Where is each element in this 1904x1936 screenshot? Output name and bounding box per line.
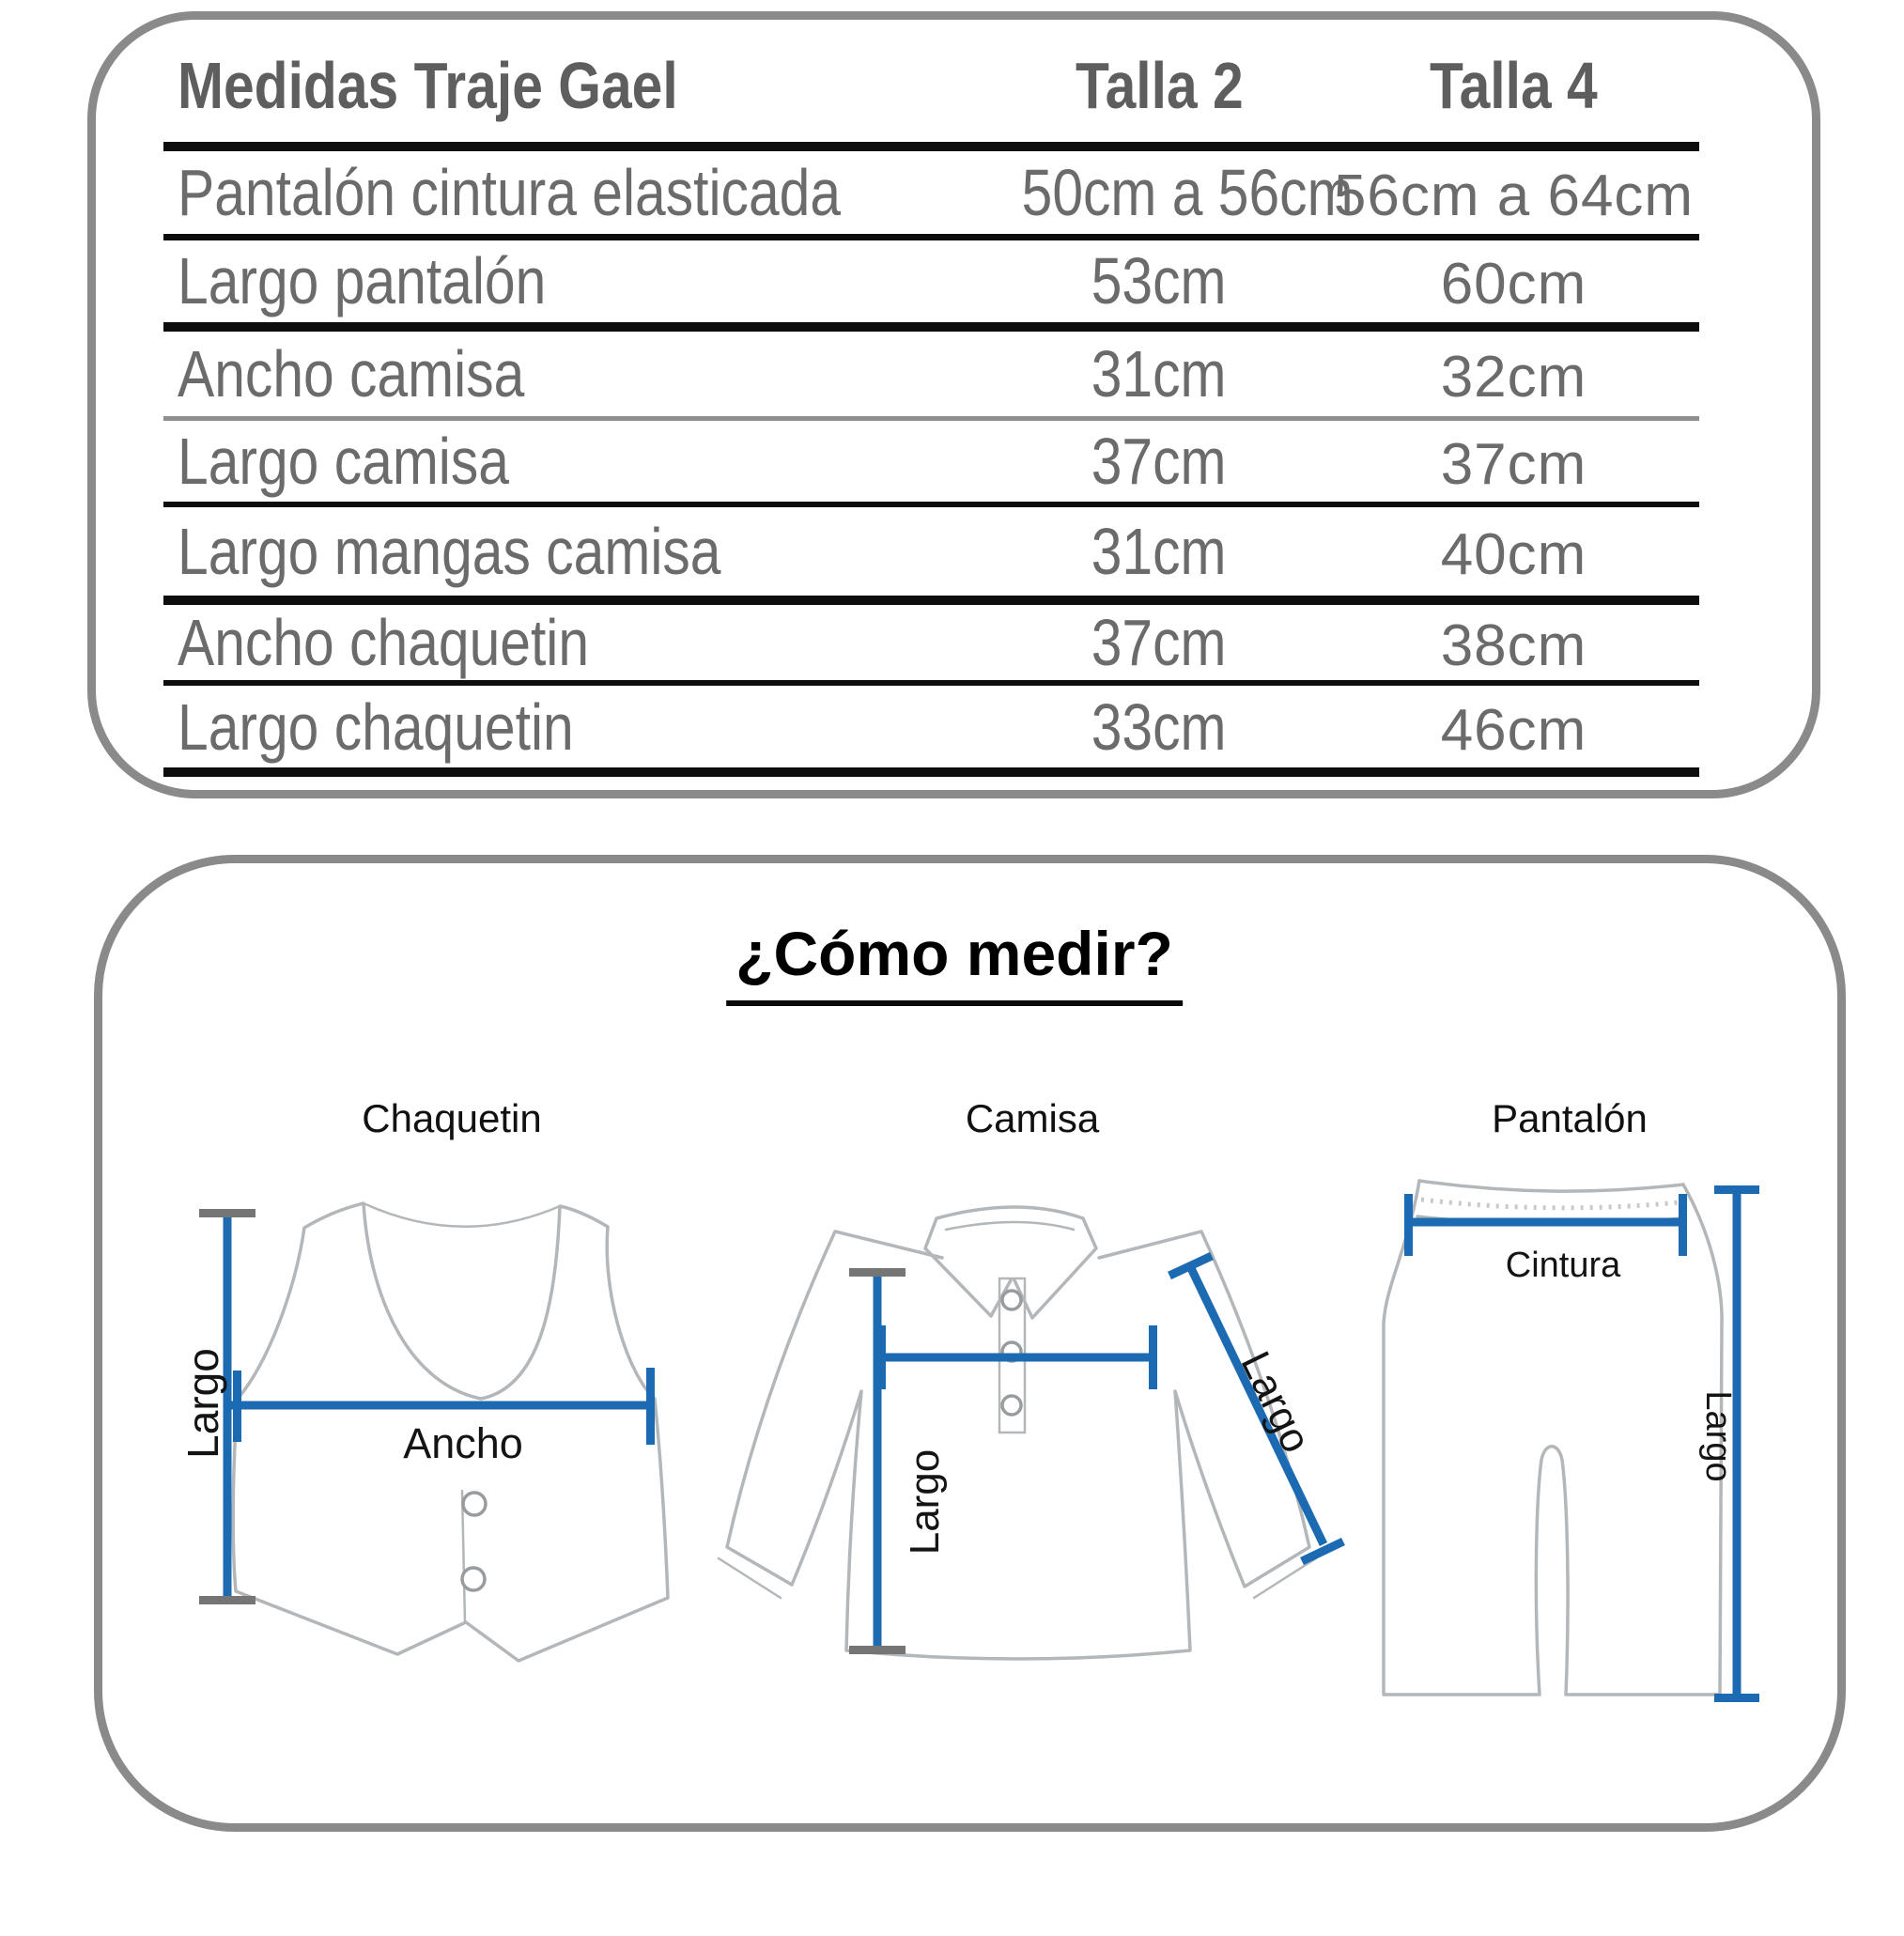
shirt-figure-label: Camisa <box>965 1096 1100 1140</box>
pants-diagram <box>1342 1173 1812 1709</box>
largo-top-cap <box>199 1209 255 1217</box>
measurement-label: Pantalón cintura elasticada <box>178 155 842 229</box>
chest-right-cap <box>1149 1325 1157 1389</box>
vest-button <box>462 1568 485 1590</box>
talla4-value: 40cm <box>1440 522 1587 587</box>
measurement-label: Ancho chaquetin <box>178 606 590 679</box>
size-table-header-row <box>163 29 1699 147</box>
table-row <box>163 237 1699 327</box>
pants-waistband-elastic-texture <box>1421 1200 1680 1208</box>
table-row <box>163 147 1699 237</box>
pants-cintura-label: Cintura <box>1505 1246 1621 1285</box>
cintura-left-cap <box>1404 1194 1413 1256</box>
pants-figure-label: Pantalón <box>1492 1096 1648 1140</box>
measurement-label: Largo chaquetin <box>178 689 574 764</box>
talla4-value: 37cm <box>1440 431 1587 497</box>
vest-ancho-label: Ancho <box>403 1419 523 1467</box>
measurement-label: Largo mangas camisa <box>178 515 721 588</box>
talla4-value: 46cm <box>1440 697 1587 763</box>
shirt-cuff-line <box>719 1558 1316 1598</box>
cintura-right-cap <box>1679 1194 1687 1256</box>
table-title: Medidas Traje Gael <box>178 49 678 122</box>
talla2-value: 37cm <box>1091 606 1227 679</box>
table-row <box>163 327 1699 418</box>
shirt-sleeve-largo-label: Largo <box>1231 1344 1320 1460</box>
largo-bottom-cap <box>199 1596 255 1604</box>
vest-figure-label: Chaquetin <box>362 1096 542 1140</box>
talla2-value: 53cm <box>1091 244 1227 318</box>
how-to-measure-panel <box>94 855 1846 1832</box>
vest-back-neckline <box>364 1203 560 1227</box>
table-row <box>163 683 1699 772</box>
table-row <box>163 600 1699 683</box>
how-to-measure-heading: ¿Cómo medir? <box>726 918 1183 1006</box>
column-header-talla-4: Talla 4 <box>1430 49 1598 122</box>
column-header-talla-2: Talla 2 <box>1075 49 1244 122</box>
vest-largo-label: Largo <box>178 1348 227 1459</box>
shirt-button <box>1002 1396 1021 1415</box>
ancho-left-cap <box>233 1371 241 1442</box>
largo-bottom-cap <box>1714 1694 1759 1702</box>
pants-largo-label: Largo <box>1698 1390 1738 1482</box>
talla4-value: 32cm <box>1440 344 1587 410</box>
measurement-label: Largo camisa <box>178 424 509 498</box>
talla2-value: 31cm <box>1091 336 1227 410</box>
largo-bottom-cap <box>849 1646 906 1654</box>
shirt-largo-label: Largo <box>902 1448 948 1556</box>
talla4-value: 38cm <box>1440 613 1587 678</box>
talla2-value: 31cm <box>1091 515 1227 588</box>
largo-top-cap <box>1714 1185 1759 1194</box>
vest-diagram <box>140 1173 704 1699</box>
talla4-value: 60cm <box>1440 252 1587 318</box>
shirt-button <box>1002 1291 1021 1309</box>
measurement-label: Ancho camisa <box>178 336 525 410</box>
largo-top-cap <box>849 1268 906 1277</box>
shirt-diagram <box>704 1173 1352 1690</box>
table-row <box>163 504 1699 600</box>
size-table <box>163 29 1699 777</box>
talla4-value: 56cm a 64cm <box>1333 163 1695 228</box>
measurement-label: Largo pantalón <box>178 244 547 318</box>
vest-button <box>463 1493 486 1515</box>
talla2-value: 33cm <box>1091 689 1227 764</box>
shirt-collar-inner-line <box>946 1222 1074 1230</box>
chest-left-cap <box>877 1325 886 1389</box>
talla2-value: 50cm a 56cm <box>1021 155 1354 229</box>
size-table-panel <box>87 11 1820 798</box>
ancho-right-cap <box>646 1368 655 1445</box>
table-row <box>163 418 1699 504</box>
talla2-value: 37cm <box>1091 424 1227 498</box>
